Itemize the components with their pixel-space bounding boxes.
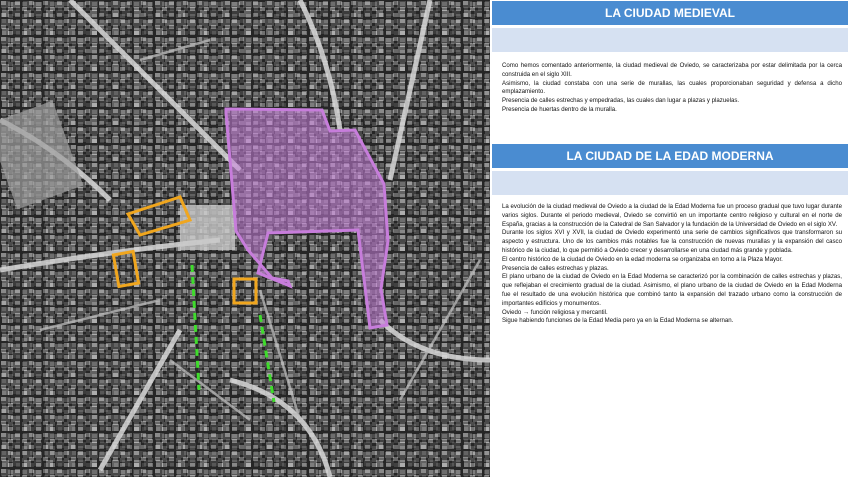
section-title-moderna: LA CIUDAD DE LA EDAD MODERNA [492, 144, 848, 168]
paragraph: Presencia de calles estrechas y empedradas, las cuales dan lugar a plazas y plazuelas. [502, 97, 740, 105]
paragraph: La evolución de la ciudad medieval de Oviedo a la ciudad de la Edad Moderna fue un proceso gradual que tuvo lugar durante varios siglos. Durante el periodo medieval, Oviedo se convirtió en un importante centro religioso y cultural en el norte de España, gracias a la construcción de la Catedral de San Salvador y la fundación de la Universidad de Oviedo en el siglo XV. [502, 203, 842, 228]
text-panel [490, 0, 848, 477]
paragraph: Presencia de huertas dentro de la muralla. [502, 105, 617, 113]
paragraph: Oviedo → función religiosa y mercantil. [502, 308, 608, 316]
section-title-medieval: LA CIUDAD MEDIEVAL [492, 1, 848, 25]
paragraph: Presencia de calles estrechas y plazas. [502, 264, 609, 272]
section-band-moderna [492, 171, 848, 195]
paragraph: Durante los siglos XVI y XVII, la ciudad de Oviedo experimentó una serie de cambios significativos que transformaron su aspecto y estructura. Uno de los cambios más notables fue la construcción de nuevas murallas y la expansión del casco histórico de la ciudad, lo que permitió a Oviedo crecer y desarrollarse en una ciudad más grande y poblada. [502, 229, 842, 254]
paragraph: El plano urbano de la ciudad de Oviedo en la Edad Moderna se caracterizó por la combinación de calles estrechas y plazas, que reflejaban el crecimiento gradual de la ciudad. Asimismo, el plano urbano de la ciudad de Oviedo en la Edad Moderna fue el resultado de una evolución histórica que combinó tanto la expansión del trazado urbano como la construcción de importantes edificios y monumentos. [502, 273, 842, 307]
section-text-medieval [502, 62, 842, 115]
paragraph: Como hemos comentado anteriormente, la ciudad medieval de Oviedo, se caracterizaba por estar delimitada por la cerca construida en el siglo XIII. [502, 62, 842, 78]
section-band-medieval [492, 28, 848, 52]
plaza [180, 205, 235, 250]
paragraph: Sigue habiendo funciones de la Edad Media pero ya en la Edad Moderna se alternan. [502, 317, 734, 325]
paragraph: Asimismo, la ciudad constaba con una serie de murallas, las cuales proporcionaban seguridad y defensa a dicho emplazamiento. [502, 79, 842, 96]
section-text-moderna [502, 203, 842, 326]
paragraph: El centro histórico de la ciudad de Oviedo en la edad moderna se organizaba en torno a la Plaza Mayor. [502, 255, 783, 263]
